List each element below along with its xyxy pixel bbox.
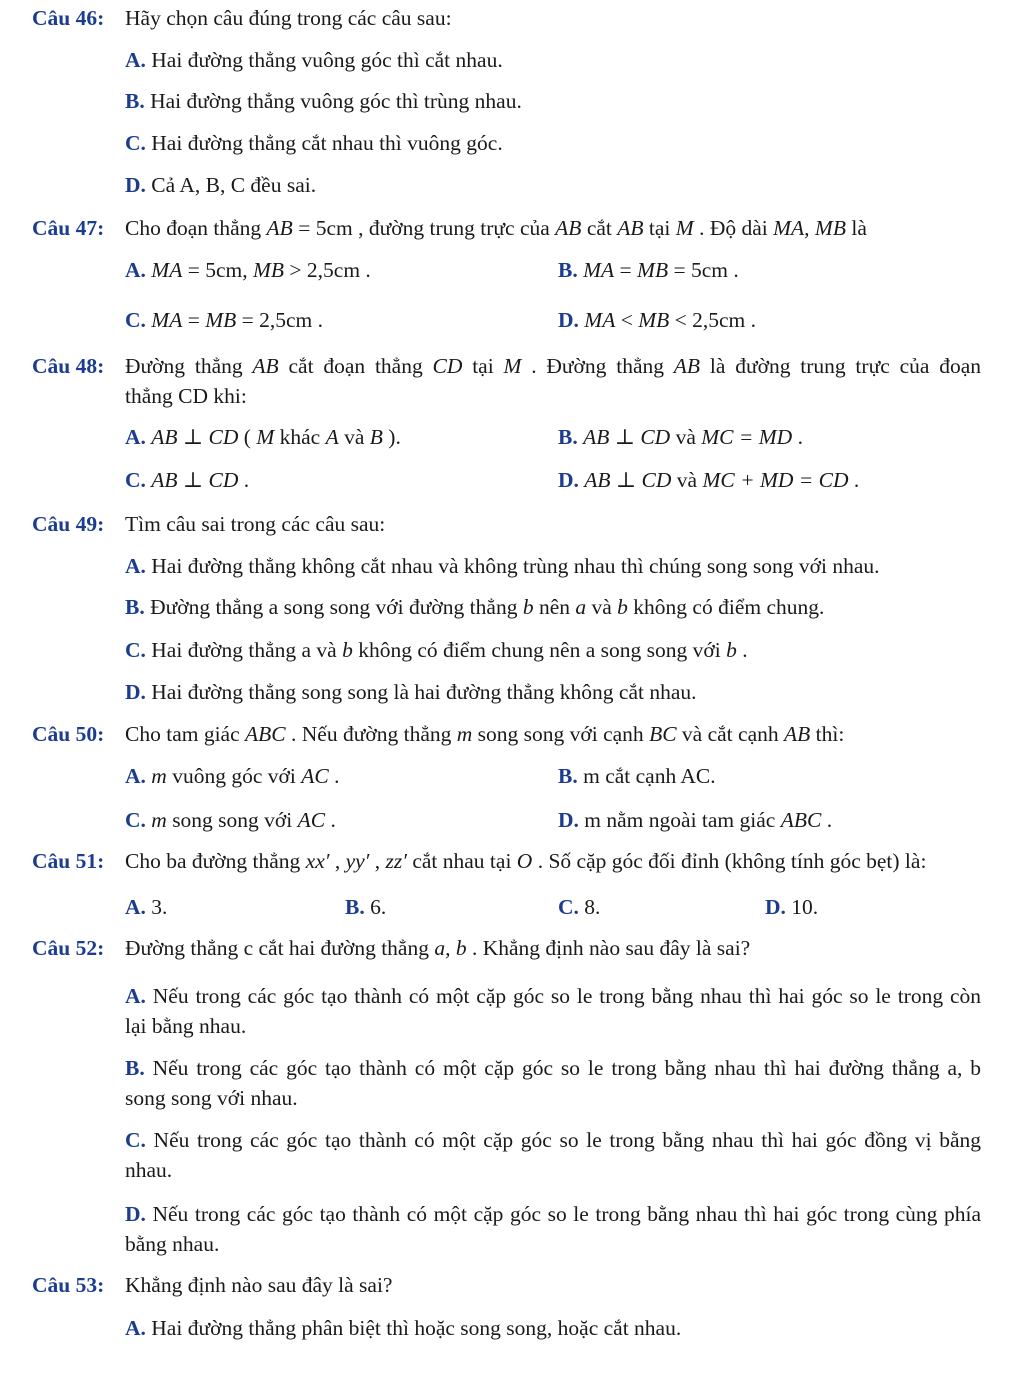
option-letter: D. xyxy=(125,173,146,197)
math-expression: AB xyxy=(617,216,644,240)
text-line xyxy=(125,761,339,791)
option-c xyxy=(125,465,249,495)
option-letter: B. xyxy=(125,89,145,113)
text-run: bằng nhau. xyxy=(125,1232,220,1256)
question-number-label: Câu 49: xyxy=(32,512,105,536)
text-line xyxy=(125,170,316,200)
text-run: song song với nhau. xyxy=(125,1086,298,1110)
math-expression: a, b xyxy=(434,936,467,960)
text-run: tại xyxy=(462,354,504,378)
option-b xyxy=(125,592,824,622)
question-number-label: Câu 50: xyxy=(32,722,105,746)
option-letter: A. xyxy=(125,554,146,578)
math-expression: AC xyxy=(301,764,329,788)
option-d xyxy=(125,677,697,707)
text-line xyxy=(125,805,336,835)
question-stem xyxy=(125,351,981,411)
math-expression: AB xyxy=(673,354,701,378)
question-stem xyxy=(125,846,926,876)
math-expression: BC xyxy=(649,722,677,746)
math-expression: AB xyxy=(266,216,293,240)
text-line xyxy=(125,45,503,75)
text-run: Hai đường thẳng vuông góc thì trùng nhau. xyxy=(150,89,522,113)
option-letter: B. xyxy=(345,895,365,919)
text-run: . xyxy=(792,425,803,449)
text-line xyxy=(558,892,600,922)
text-line xyxy=(125,1229,981,1259)
text-line xyxy=(558,465,859,495)
text-line xyxy=(125,1053,981,1083)
option-letter: B. xyxy=(558,764,578,788)
math-expression: MA xyxy=(151,308,183,332)
text-line xyxy=(125,305,323,335)
math-expression: O xyxy=(516,849,533,873)
option-letter: C. xyxy=(125,1128,146,1152)
text-run: = 2,5cm . xyxy=(236,308,324,332)
text-line xyxy=(125,1125,981,1155)
option-a xyxy=(125,422,401,452)
option-b xyxy=(125,1053,981,1113)
text-line xyxy=(125,592,824,622)
math-expression: M xyxy=(675,216,694,240)
option-b xyxy=(345,892,386,922)
text-run: Cho đoạn thẳng xyxy=(125,216,267,240)
text-run: . xyxy=(736,638,748,662)
text-line xyxy=(125,422,401,452)
text-run: không có điểm chung nên a song song với xyxy=(352,638,727,662)
question-stem xyxy=(125,719,844,749)
text-line xyxy=(125,677,697,707)
math-expression: AC xyxy=(297,808,326,832)
math-expression: a xyxy=(575,595,587,619)
text-run: tại xyxy=(643,216,676,240)
text-run: = 5cm, xyxy=(182,258,253,282)
text-run: 6. xyxy=(370,895,387,919)
option-letter: A. xyxy=(125,258,146,282)
text-run: cắt xyxy=(581,216,618,240)
text-run: Hai đường thẳng a và xyxy=(151,638,343,662)
math-expression: ABC xyxy=(780,808,822,832)
option-letter: D. xyxy=(558,808,579,832)
text-run: = xyxy=(614,258,638,282)
option-letter: C. xyxy=(125,308,146,332)
math-expression: M xyxy=(256,425,275,449)
option-a xyxy=(125,551,880,581)
text-run: Hai đường thẳng song song là hai đường thẳng không cắt nhau. xyxy=(151,680,697,704)
text-run: nên xyxy=(533,595,576,619)
math-expression: MA xyxy=(151,258,183,282)
text-run: Hai đường thẳng vuông góc thì cắt nhau. xyxy=(151,48,503,72)
question-stem xyxy=(125,213,867,243)
text-line xyxy=(125,381,981,411)
option-d xyxy=(125,170,316,200)
option-letter: D. xyxy=(558,308,579,332)
text-run: 3. xyxy=(151,895,168,919)
math-expression: CD xyxy=(432,354,463,378)
option-a xyxy=(125,45,503,75)
option-letter: C. xyxy=(125,131,146,155)
math-expression: B xyxy=(369,425,383,449)
text-run: và cắt cạnh xyxy=(676,722,784,746)
text-run: vuông góc với xyxy=(166,764,302,788)
text-line xyxy=(125,1155,981,1185)
option-b xyxy=(125,86,522,116)
text-run: khác xyxy=(274,425,326,449)
text-line xyxy=(345,892,386,922)
option-letter: A. xyxy=(125,48,146,72)
option-d xyxy=(558,305,756,335)
text-run: Hãy chọn câu đúng trong các câu sau: xyxy=(125,6,452,30)
question-stem xyxy=(125,3,452,33)
text-run: Cho ba đường thẳng xyxy=(125,849,306,873)
text-run: cắt nhau tại xyxy=(406,849,517,873)
text-run: = xyxy=(182,308,206,332)
math-expression: AB xyxy=(252,354,279,378)
text-run: . Số cặp góc đối đỉnh (không tính góc bẹt) là: xyxy=(532,849,927,873)
option-c xyxy=(558,892,600,922)
option-letter: A. xyxy=(125,895,146,919)
math-expression: b xyxy=(726,638,737,662)
option-b xyxy=(558,761,716,791)
option-letter: C. xyxy=(125,808,146,832)
text-line xyxy=(558,805,832,835)
text-line xyxy=(125,128,503,158)
text-run: . Nếu đường thẳng xyxy=(285,722,457,746)
option-letter: C. xyxy=(125,468,146,492)
text-run: Nếu trong các góc tạo thành có một cặp góc so le trong bằng nhau thì hai góc trong cùng phía xyxy=(152,1202,981,1226)
text-line xyxy=(125,933,750,963)
text-run: m nằm ngoài tam giác xyxy=(584,808,781,832)
text-run: Khẳng định nào sau đây là sai? xyxy=(125,1273,393,1297)
text-run: . xyxy=(325,808,336,832)
option-c xyxy=(125,305,323,335)
text-run: nhau. xyxy=(125,1158,173,1182)
text-run: và xyxy=(586,595,618,619)
option-letter: D. xyxy=(125,1202,146,1226)
text-run: không có điểm chung. xyxy=(627,595,825,619)
option-letter: C. xyxy=(558,895,579,919)
option-a xyxy=(125,255,371,285)
text-run: Cả A, B, C đều sai. xyxy=(151,173,317,197)
option-letter: A. xyxy=(125,425,146,449)
text-run: thì: xyxy=(810,722,845,746)
option-letter: B. xyxy=(558,258,578,282)
text-line xyxy=(125,351,981,381)
question-number-label: Câu 53: xyxy=(32,1273,105,1297)
text-line xyxy=(125,892,167,922)
option-letter: C. xyxy=(125,638,146,662)
text-run: . xyxy=(328,764,340,788)
text-run: ). xyxy=(382,425,401,449)
option-letter: B. xyxy=(125,1056,145,1080)
text-run: cắt đoạn thẳng xyxy=(278,354,433,378)
math-expression: MB xyxy=(252,258,285,282)
text-run: ( xyxy=(238,425,257,449)
question-number-label: Câu 47: xyxy=(32,216,105,240)
option-b xyxy=(558,255,739,285)
text-run: 8. xyxy=(584,895,601,919)
option-letter: D. xyxy=(125,680,146,704)
text-line xyxy=(125,635,748,665)
option-letter: D. xyxy=(558,468,579,492)
math-expression: MB xyxy=(637,258,669,282)
option-c xyxy=(125,128,503,158)
text-run: song song với xyxy=(166,808,298,832)
text-line xyxy=(125,981,981,1011)
text-line xyxy=(765,892,818,922)
text-line xyxy=(125,465,249,495)
text-line xyxy=(125,1313,681,1343)
text-run: lại bằng nhau. xyxy=(125,1014,247,1038)
text-run: Nếu trong các góc tạo thành có một cặp góc so le trong bằng nhau thì hai đường thẳng a, b xyxy=(152,1056,982,1080)
math-expression: M xyxy=(503,354,522,378)
option-a xyxy=(125,892,167,922)
text-line xyxy=(125,509,385,539)
text-run: Cho tam giác xyxy=(125,722,246,746)
text-run: và xyxy=(338,425,370,449)
text-line xyxy=(558,422,803,452)
option-letter: A. xyxy=(125,1316,146,1340)
text-line xyxy=(125,1199,981,1229)
text-run: . xyxy=(238,468,250,492)
question-stem xyxy=(125,933,750,963)
text-run: . Độ dài xyxy=(693,216,774,240)
text-line xyxy=(125,846,926,876)
text-run: và xyxy=(671,468,703,492)
text-line xyxy=(125,719,844,749)
text-run: và xyxy=(670,425,702,449)
math-expression: MB xyxy=(205,308,237,332)
text-run: < xyxy=(615,308,639,332)
math-expression: xx′ xyxy=(305,849,330,873)
option-c xyxy=(125,1125,981,1185)
math-expression: m xyxy=(151,764,167,788)
question-stem xyxy=(125,1270,392,1300)
text-run: Đường thẳng a song song với đường thẳng xyxy=(150,595,523,619)
text-run: , xyxy=(329,849,346,873)
text-run: , xyxy=(369,849,386,873)
text-line xyxy=(125,255,371,285)
math-expression: MA, MB xyxy=(773,216,846,240)
text-run: < 2,5cm . xyxy=(669,308,757,332)
option-d xyxy=(558,465,859,495)
option-d xyxy=(765,892,818,922)
question-stem xyxy=(125,509,385,539)
text-run: thẳng CD khi: xyxy=(125,384,247,408)
text-run: 10. xyxy=(791,895,819,919)
text-run: là đường trung trực của đoạn xyxy=(700,354,981,378)
text-line xyxy=(125,213,867,243)
text-run: . xyxy=(848,468,860,492)
option-letter: B. xyxy=(125,595,145,619)
math-expression: b xyxy=(617,595,628,619)
text-run: Tìm câu sai trong các câu sau: xyxy=(125,512,386,536)
text-run: Đường thẳng c cắt hai đường thẳng xyxy=(125,936,435,960)
option-a xyxy=(125,1313,681,1343)
math-expression: AB ⊥ CD xyxy=(583,425,671,449)
text-run: = 5cm , đường trung trực của xyxy=(292,216,556,240)
option-letter: A. xyxy=(125,764,146,788)
math-expression: b xyxy=(522,595,534,619)
math-expression: yy′ xyxy=(345,849,370,873)
text-line xyxy=(125,551,880,581)
text-run: . Khẳng định nào sau đây là sai? xyxy=(466,936,751,960)
option-letter: A. xyxy=(125,984,146,1008)
option-a xyxy=(125,761,339,791)
math-expression: ABC xyxy=(245,722,286,746)
math-expression: zz′ xyxy=(385,849,407,873)
math-expression: A xyxy=(325,425,339,449)
text-run: Đường thẳng xyxy=(125,354,253,378)
text-line xyxy=(125,3,452,33)
text-line xyxy=(125,86,522,116)
text-run: Hai đường thẳng phân biệt thì hoặc song song, hoặc cắt nhau. xyxy=(151,1316,682,1340)
math-expression: MA xyxy=(584,308,616,332)
question-number-label: Câu 51: xyxy=(32,849,105,873)
text-line xyxy=(558,305,756,335)
text-run: song song với cạnh xyxy=(472,722,650,746)
text-run: . xyxy=(821,808,833,832)
text-line xyxy=(558,761,716,791)
text-run: Hai đường thẳng cắt nhau thì vuông góc. xyxy=(151,131,503,155)
text-line xyxy=(125,1083,981,1113)
option-d xyxy=(558,805,832,835)
math-expression: AB xyxy=(555,216,582,240)
text-line xyxy=(558,255,739,285)
math-expression: MC + MD = CD xyxy=(702,468,849,492)
text-run: = 5cm . xyxy=(668,258,739,282)
option-letter: D. xyxy=(765,895,786,919)
text-run: Nếu trong các góc tạo thành có một cặp góc so le trong bằng nhau thì hai góc đồng vị bằng xyxy=(153,1128,981,1152)
text-run: . Đường thẳng xyxy=(521,354,674,378)
option-c xyxy=(125,805,336,835)
math-expression: MA xyxy=(583,258,615,282)
question-number-label: Câu 46: xyxy=(32,6,105,30)
math-expression: b xyxy=(342,638,353,662)
option-c xyxy=(125,635,748,665)
option-a xyxy=(125,981,981,1041)
text-line xyxy=(125,1011,981,1041)
text-run: Nếu trong các góc tạo thành có một cặp góc so le trong bằng nhau thì hai góc so le trong còn xyxy=(152,984,981,1008)
math-expression: AB ⊥ CD xyxy=(151,468,239,492)
option-b xyxy=(558,422,803,452)
math-expression: AB ⊥ CD xyxy=(584,468,672,492)
option-letter: B. xyxy=(558,425,578,449)
math-expression: MB xyxy=(638,308,670,332)
text-line xyxy=(125,1270,392,1300)
math-expression: AB xyxy=(783,722,811,746)
text-run: > 2,5cm . xyxy=(284,258,371,282)
math-expression: AB ⊥ CD xyxy=(151,425,239,449)
question-number-label: Câu 48: xyxy=(32,354,105,378)
text-run: là xyxy=(845,216,867,240)
math-expression: MC = MD xyxy=(701,425,793,449)
math-expression: m xyxy=(456,722,473,746)
text-run: Hai đường thẳng không cắt nhau và không trùng nhau thì chúng song song với nhau. xyxy=(151,554,880,578)
math-expression: m xyxy=(151,808,167,832)
option-d xyxy=(125,1199,981,1259)
text-run: m cắt cạnh AC. xyxy=(583,764,716,788)
question-number-label: Câu 52: xyxy=(32,936,105,960)
